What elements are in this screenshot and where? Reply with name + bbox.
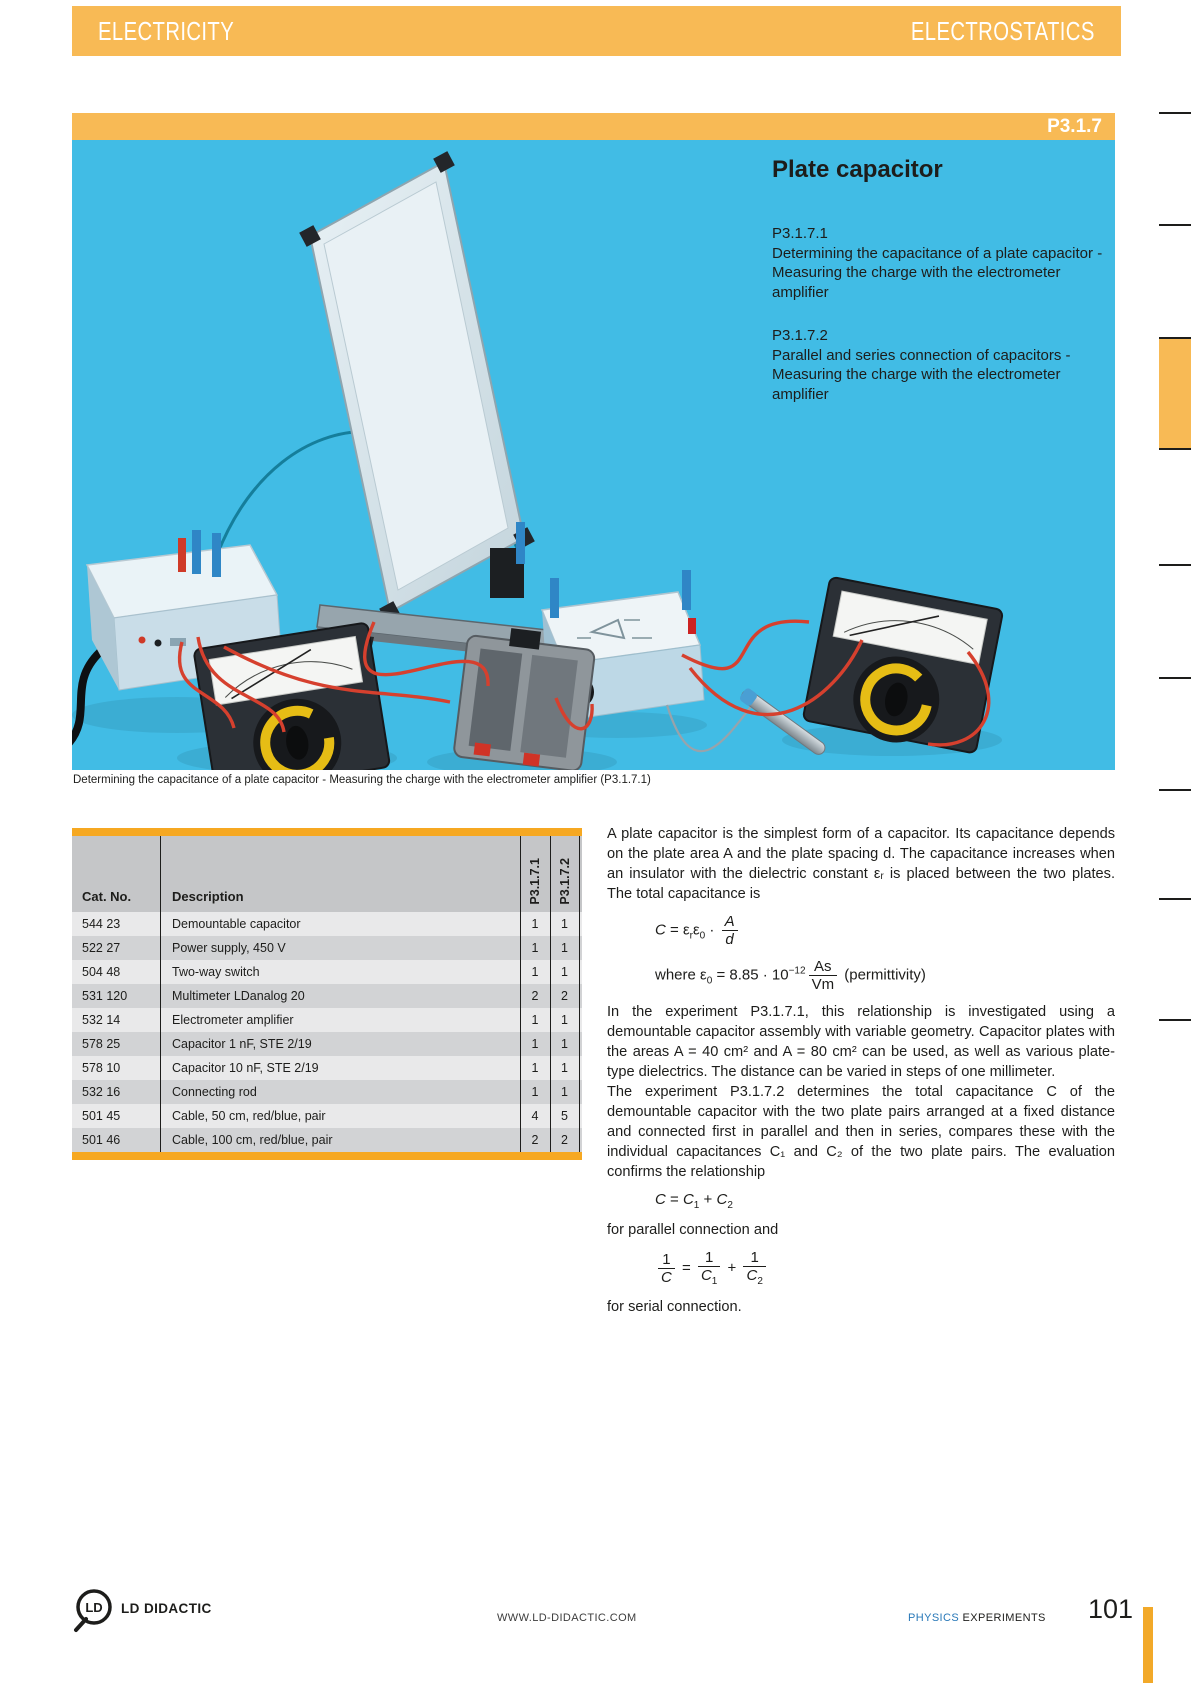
footer-url: WWW.LD-DIDACTIC.COM — [497, 1612, 637, 1624]
page-header-banner — [72, 6, 1121, 56]
cat-no: 501 45 — [82, 1109, 121, 1123]
table-column-divider — [520, 836, 521, 1152]
table-row — [72, 1104, 582, 1128]
paragraph-intro: A plate capacitor is the simplest form of a capacitor. Its capacitance depends on the plate area A and the plate spacing d. The capacitance increases when an insulator with the dielectric constant εᵣ is placed between the two plates. The total capacitance is — [607, 826, 1115, 902]
table-column-divider — [550, 836, 551, 1152]
blue-plug — [192, 530, 201, 574]
qty-2: 1 — [561, 965, 568, 979]
experiment-description: Parallel and series connection of capacitors - Measuring the charge with the electrometer amplifier — [772, 346, 1071, 403]
svg-text:LD: LD — [85, 1600, 103, 1615]
formula-permittivity: where $\varepsilon_0 = 8.85 \cdot 10^{-12}$ $\frac{As}{Vm}$ (permittivity) — [655, 957, 926, 993]
table-row — [72, 912, 582, 936]
table-accent-bar-bottom — [72, 1152, 582, 1160]
table-row — [72, 1080, 582, 1104]
paragraph-parallel: for parallel connection and — [607, 1222, 779, 1238]
experiment-code: P3.1.7.1 — [772, 225, 828, 242]
cat-no: 578 25 — [82, 1037, 121, 1051]
thumb-index-tick — [1159, 224, 1191, 226]
ld-logo-icon — [70, 1583, 116, 1633]
qty-2: 2 — [561, 989, 568, 1003]
cat-no: 504 48 — [82, 965, 121, 979]
item-description: Connecting rod — [172, 1085, 257, 1099]
experiment-entry — [772, 326, 1106, 404]
formula-series: $\frac{1}{C}$ = $\frac{1}{C_1}$ + $\frac{1}{C_2}$ — [655, 1249, 1115, 1288]
switch-small — [170, 638, 186, 646]
qty-2: 1 — [561, 1061, 568, 1075]
table-row — [72, 1032, 582, 1056]
item-description: Cable, 100 cm, red/blue, pair — [172, 1133, 333, 1147]
footer-accent-bar — [1143, 1607, 1153, 1683]
thumb-index-tick — [1159, 677, 1191, 679]
experiment-code: P3.1.7.2 — [772, 327, 828, 344]
blue-plug — [550, 578, 559, 618]
header-right-label: ELECTROSTATICS — [911, 15, 1095, 46]
red-clip — [523, 753, 540, 767]
column-header-experiment-1: P3.1.7.1 — [528, 858, 542, 905]
red-plug — [178, 538, 186, 572]
page-title: Plate capacitor — [772, 156, 943, 183]
body-text-column — [607, 824, 1115, 1317]
module-clamp — [509, 628, 541, 650]
table-row — [72, 960, 582, 984]
footer-brand-experiments: EXPERIMENTS — [959, 1612, 1046, 1624]
qty-2: 1 — [561, 941, 568, 955]
item-description: Cable, 50 cm, red/blue, pair — [172, 1109, 326, 1123]
table-rows — [72, 912, 582, 1152]
footer-brand-physics: PHYSICS — [908, 1612, 960, 1624]
item-description: Demountable capacitor — [172, 917, 301, 931]
qty-1: 1 — [531, 1061, 539, 1075]
experiment-entry — [772, 224, 1106, 302]
qty-1: 1 — [531, 1037, 539, 1051]
table-row — [72, 1128, 582, 1152]
company-logo — [70, 1583, 212, 1633]
item-description: Electrometer amplifier — [172, 1013, 294, 1027]
qty-2: 1 — [561, 1085, 568, 1099]
item-description: Multimeter LDanalog 20 — [172, 989, 305, 1003]
thumb-index-tick — [1159, 112, 1191, 114]
qty-1: 1 — [531, 965, 539, 979]
qty-2: 1 — [561, 1037, 568, 1051]
red-terminal — [688, 618, 696, 634]
paragraph-serial: for serial connection. — [607, 1298, 742, 1315]
formula-parallel: $C = C_1 + C_2$ — [655, 1191, 733, 1211]
qty-2: 2 — [561, 1133, 568, 1147]
experiment-photo — [72, 140, 1115, 770]
page-number: 101 — [1088, 1594, 1134, 1624]
qty-2: 1 — [561, 1013, 568, 1027]
column-header-cat-no: Cat. No. — [82, 889, 132, 904]
qty-1: 1 — [531, 1085, 539, 1099]
qty-1: 2 — [531, 1133, 539, 1147]
section-code-bar: P3.1.7 — [72, 113, 1115, 140]
thumb-index-tick — [1159, 898, 1191, 900]
footer-brand — [908, 1612, 1046, 1624]
table-row — [72, 1008, 582, 1032]
multimeter-left — [193, 622, 391, 770]
table-row — [72, 1056, 582, 1080]
qty-1: 1 — [531, 917, 539, 931]
cat-no: 531 120 — [82, 989, 128, 1003]
cat-no: 532 14 — [82, 1013, 121, 1027]
experiment-description: Determining the capacitance of a plate capacitor - Measuring the charge with the electrometer amplifier — [772, 244, 1103, 301]
table-row — [72, 984, 582, 1008]
cat-no: 501 46 — [82, 1133, 121, 1147]
qty-2: 5 — [561, 1109, 568, 1123]
item-description: Capacitor 10 nF, STE 2/19 — [172, 1061, 319, 1075]
paragraph-experiment-1: In the experiment P3.1.7.1, this relationship is investigated using a demountable capacitor assembly with variable geometry. Capacitor plates with the areas A = 40 cm² and A = 80 cm² can be used, as well as various plate-type dielectrics. The distance can be varied in steps of one millimeter. — [607, 1004, 1115, 1080]
qty-2: 1 — [561, 917, 568, 931]
column-header-experiment-2: P3.1.7.2 — [558, 858, 572, 905]
table-accent-bar-top — [72, 828, 582, 836]
cat-no: 532 16 — [82, 1085, 121, 1099]
figure-caption: Determining the capacitance of a plate capacitor - Measuring the charge with the electrometer amplifier (P3.1.7.1) — [73, 774, 651, 786]
table-row — [72, 936, 582, 960]
cat-no: 522 27 — [82, 941, 121, 955]
header-left-label: ELECTRICITY — [98, 15, 235, 46]
table-column-divider — [579, 836, 580, 1152]
table-header — [72, 836, 582, 912]
qty-1: 1 — [531, 1013, 539, 1027]
thumb-index-tick — [1159, 789, 1191, 791]
blue-plug — [682, 570, 691, 610]
item-description: Capacitor 1 nF, STE 2/19 — [172, 1037, 312, 1051]
paragraph-experiment-2: The experiment P3.1.7.2 determines the total capacitance C of the demountable capacitor with the two plate pairs arranged at a fixed distance and connected first in parallel and then in series, compares these with the individual capacitances C₁ and C₂ of the two plate pairs. The evaluation confirms the relationship — [607, 1084, 1115, 1180]
cat-no: 578 10 — [82, 1061, 121, 1075]
indicator-dot — [139, 637, 146, 644]
table-column-divider — [160, 836, 161, 1152]
column-header-description: Description — [172, 889, 244, 904]
knob-small — [155, 640, 162, 647]
cat-no: 544 23 — [82, 917, 121, 931]
equipment-table — [72, 828, 582, 1160]
blue-plug — [516, 522, 525, 564]
red-clip — [474, 743, 491, 757]
section-intro — [772, 156, 1106, 428]
qty-1: 4 — [531, 1109, 539, 1123]
thumb-index-tick — [1159, 1019, 1191, 1021]
formula-capacitance: $C = \varepsilon_r\varepsilon_0$ · $\frac{A}{d}$ — [655, 913, 1115, 949]
blue-plug — [212, 533, 221, 577]
thumb-index-active-tab — [1159, 337, 1191, 450]
item-description: Power supply, 450 V — [172, 941, 286, 955]
qty-1: 2 — [531, 989, 539, 1003]
plate-capacitor-assembly — [299, 151, 620, 685]
company-name: LD DIDACTIC — [121, 1600, 212, 1616]
thumb-index-tick — [1159, 564, 1191, 566]
power-cord — [72, 652, 100, 744]
item-description: Two-way switch — [172, 965, 260, 979]
qty-1: 1 — [531, 941, 539, 955]
